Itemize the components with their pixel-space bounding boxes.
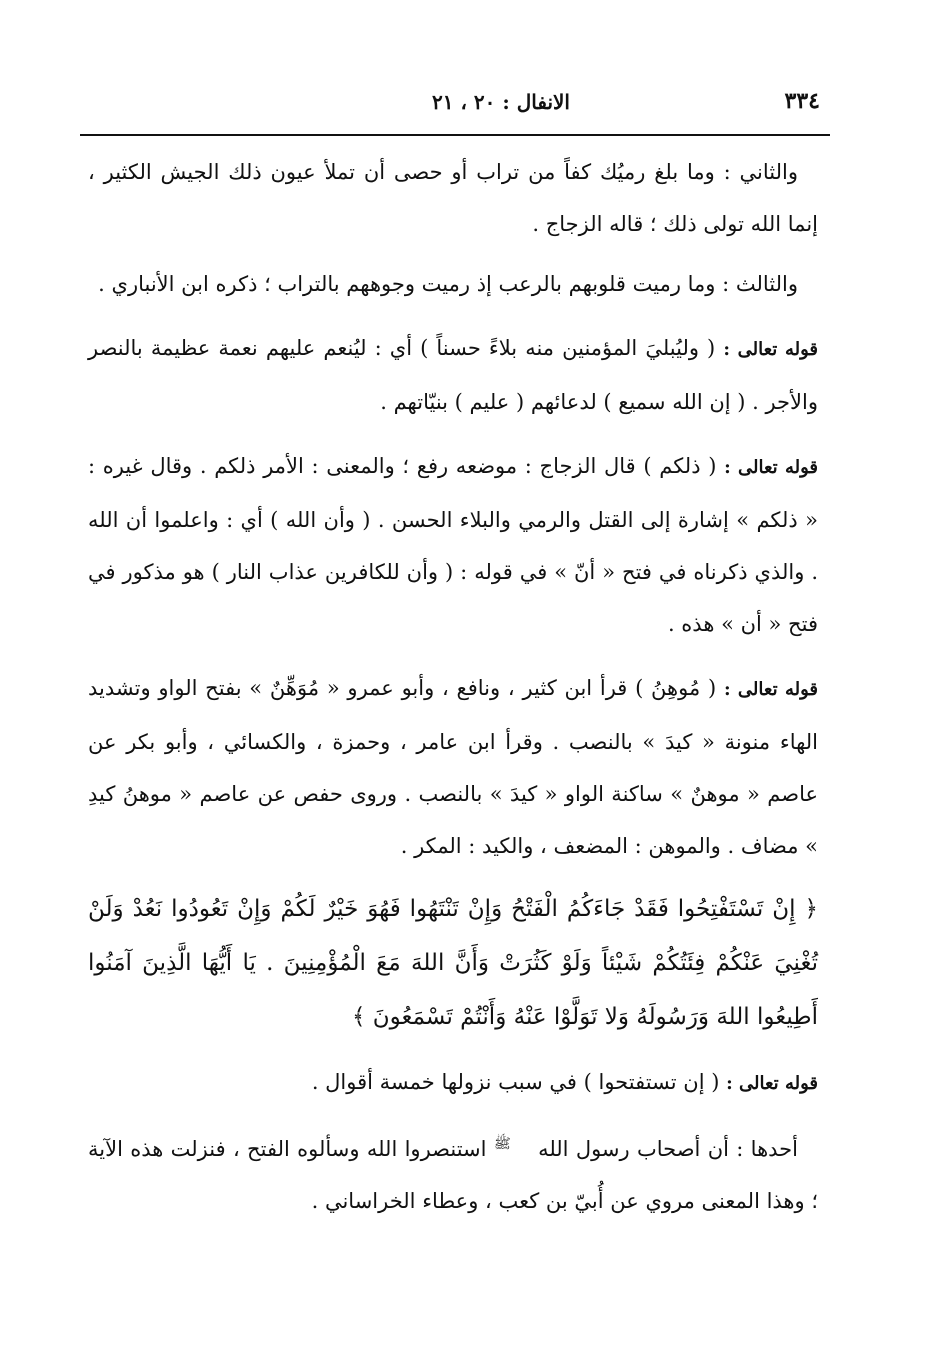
paragraph-text: ( إن تستفتحوا ) في سبب نزولها خمسة أقوال . xyxy=(311,1070,720,1094)
paragraph-text: أحدها : أن أصحاب رسول الله xyxy=(538,1137,798,1161)
paragraph-commentary-1 xyxy=(88,322,818,428)
paragraph-text: ( مُوهِنُ ) قرأ ابن كثير ، ونافع ، وأبو عمرو « مُوَهِّنٌ » بفتح الواو وتشديد الهاء منونة « كيدَ » بالنصب . وقرأ ابن عامر ، وحمزة ، والكسائي ، وأبو بكر عن عاصم « موهنٌ » ساكنة الواو « كيدَ » بالنصب . وروى حفص عن عاصم « موهنُ كيدِ » مضاف . والموهن : المضعف ، والكيد : المكر . xyxy=(88,676,818,858)
header-rule xyxy=(80,134,830,136)
quran-verse-text: ﴿ إِنْ تَسْتَفْتِحُوا فَقَدْ جَاءَكُمُ الْفَتْحُ وَإِنْ تَنْتَهُوا فَهُوَ خَيْرٌ لَكُمْ وَإِنْ تَعُودُوا نَعُدْ وَلَنْ تُغْنِيَ عَنْكُمْ فِئَتُكُمْ شَيْئاً وَلَوْ كَثُرَتْ وَأَنَّ اللهَ مَعَ الْمُؤْمِنِينَ . يَا أَيُّهَا الَّذِينَ آمَنُوا أَطِيعُوا اللهَ وَرَسُولَهُ وَلا تَوَلَّوْا عَنْهُ وَأَنْتُمْ تَسْمَعُونَ ﴾ xyxy=(88,896,818,1030)
salutation-icon: ﷺ xyxy=(493,1136,511,1152)
paragraph-text: ( وليُبليَ المؤمنين منه بلاءً حسناً ) أي : ليُنعم عليهم نعمة عظيمة بالنصر والأجر . ( إن الله سميع ) لدعائهم ( عليم ) بنيّاتهم . xyxy=(88,336,818,414)
paragraph-commentary-2 xyxy=(88,440,818,650)
quran-verse xyxy=(88,882,818,1044)
verse-lead: قوله تعالى : xyxy=(724,457,818,478)
paragraph-text: والثالث : وما رميت قلوبهم بالرعب إذ رميت وجوههم بالتراب ؛ ذكره ابن الأنباري . xyxy=(98,272,798,296)
running-title: الانفال : ٢٠ ، ٢١ xyxy=(432,90,570,114)
paragraph-commentary-4 xyxy=(88,1056,818,1110)
paragraph-second-opinion xyxy=(88,146,818,250)
paragraph-first-reason xyxy=(88,1118,818,1227)
page-header xyxy=(80,88,830,128)
paragraph-third-opinion xyxy=(88,258,818,310)
paragraph-text: والثاني : وما بلغ رميُك كفاً من تراب أو حصى أن تملأ عيون ذلك الجيش الكثير ، إنما الله تولى ذلك ؛ قاله الزجاج . xyxy=(88,160,818,236)
page-number: ٣٣٤ xyxy=(784,88,820,114)
paragraph-text: ( ذلكم ) قال الزجاج : موضعه رفع ؛ والمعنى : الأمر ذلكم . وقال غيره : « ذلكم » إشارة إلى القتل والرمي والبلاء الحسن . ( وأن الله ) أي : واعلموا أن الله . والذي ذكرناه في فتح « أنّ » في قوله : ( وأن للكافرين عذاب النار ) هو مذكور في فتح « أن » هذه . xyxy=(88,454,818,636)
verse-lead: قوله تعالى : xyxy=(723,679,818,700)
paragraph-text: استنصروا الله وسألوه الفتح ، فنزلت هذه الآية ؛ وهذا المعنى مروي عن أُبيّ بن كعب ، وعطاء الخراساني . xyxy=(88,1137,818,1213)
verse-lead: قوله تعالى : xyxy=(723,339,818,360)
verse-lead: قوله تعالى : xyxy=(726,1073,818,1094)
page-body xyxy=(88,146,818,1235)
paragraph-commentary-3 xyxy=(88,662,818,872)
